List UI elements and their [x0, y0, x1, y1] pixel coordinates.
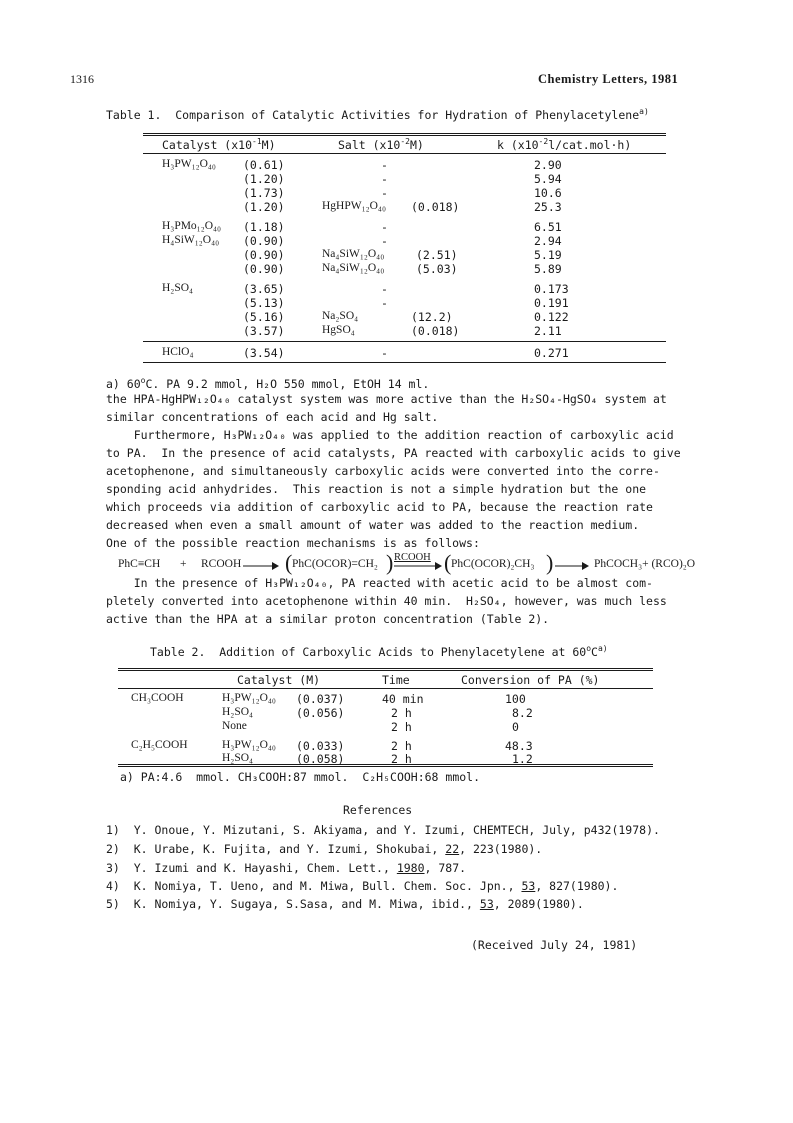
table2-row-time: 2 h	[391, 720, 412, 734]
reference-item: 5) K. Nomiya, Y. Sugaya, S.Sasa, and M. Miwa, ibid., 53, 2089(1980).	[106, 897, 584, 911]
table1-footnote: a) 60$^o$C. PA 9.2 mmol, H₂O 550 mmol, EtOH 14 ml.	[106, 376, 430, 391]
table1-row-conc: (3.65)	[243, 282, 285, 296]
table1-row-salt: HgHPW₁₂O₄₀	[322, 200, 386, 212]
table2-row-acid: CH₃COOH	[131, 692, 184, 704]
table1-row-k: 2.94	[534, 234, 562, 248]
table2-row-catalyst: None	[222, 720, 247, 732]
table1-row-catalyst: H₄SiW₁₂O₄₀	[162, 234, 220, 246]
table2-bottom-rule	[118, 764, 653, 765]
table1-row-salt-conc: (12.2)	[411, 310, 453, 324]
table1-row-conc: (0.90)	[243, 234, 285, 248]
table1-row-salt: -	[381, 282, 388, 296]
table1-row-salt: Na₄SiW₁₂O₄₀	[322, 248, 385, 260]
table2-row-time: 2 h	[391, 752, 412, 766]
table2-row-conc: (0.056)	[296, 706, 345, 720]
intermediate-enol-ester: PhC(OCOR)=CH₂	[292, 558, 378, 570]
table1-row-conc: (0.90)	[243, 248, 285, 262]
table1-row-k: 0.122	[534, 310, 569, 324]
table1-row-k: 2.90	[534, 158, 562, 172]
table1-row-conc: (5.16)	[243, 310, 285, 324]
table2-top-rule	[118, 668, 653, 669]
table1-row-salt: -	[381, 172, 388, 186]
table1-header-rule	[143, 153, 666, 154]
reactant-phenylacetylene: PhC≡CH	[118, 558, 161, 570]
table1-row-salt-conc: (2.51)	[416, 248, 458, 262]
arrow-reagent: RCOOH	[394, 552, 431, 563]
table1-row-conc: (1.20)	[243, 200, 285, 214]
table2-row-time: 2 h	[391, 706, 412, 720]
text-line: pletely converted into acetophenone within 40 min. H₂SO₄, however, was much less	[106, 594, 667, 608]
table2-bottom-rule-double	[118, 766, 653, 767]
table1-header-k: k $(x10^{-2}l/cat.mol\cdot h)$	[497, 137, 632, 152]
left-paren-2: (	[444, 550, 452, 575]
reference-item: 4) K. Nomiya, T. Ueno, and M. Miwa, Bull. Chem. Soc. Jpn., 53, 827(1980).	[106, 879, 619, 893]
table1-row-k: 0.271	[534, 346, 569, 360]
table2-row-time: 2 h	[391, 739, 412, 753]
table1-row-k: 5.94	[534, 172, 562, 186]
table2-header-rule	[118, 688, 653, 689]
table2-row-catalyst: H₂SO₄	[222, 752, 254, 764]
intermediate-acylal: PhC(OCOR)₂CH₃	[451, 558, 535, 570]
text-line: sponding acid anhydrides. This reaction is not a simple hydration but the one	[106, 482, 647, 496]
table2-row-conversion: 1.2	[512, 752, 533, 766]
plus-sign: +	[180, 558, 187, 570]
table1-row-salt: -	[381, 186, 388, 200]
right-paren-2: )	[546, 550, 554, 575]
table2-row-conc: (0.058)	[296, 752, 345, 766]
table1-row-salt: -	[381, 234, 388, 248]
reaction-arrow-2	[393, 560, 443, 572]
text-line: the HPA-HgHPW₁₂O₄₀ catalyst system was more active than the H₂SO₄-HgSO₄ system at	[106, 392, 667, 406]
table1-row-salt: -	[381, 296, 388, 310]
table2-row-conversion: 100	[505, 692, 526, 706]
table2-row-catalyst: H₂SO₄	[222, 706, 254, 718]
reactant-carboxylic-acid: RCOOH	[201, 558, 242, 570]
products: PhCOCH₃+ (RCO)₂O	[594, 558, 696, 570]
table2-row-catalyst: H₃PW₁₂O₄₀	[222, 739, 276, 751]
table2-footnote: a) PA:4.6 mmol. CH₃COOH:87 mmol. C₂H₅COOH:68 mmol.	[120, 770, 481, 784]
table1-row-k: 5.19	[534, 248, 562, 262]
table2-row-time: 40 min	[382, 692, 424, 706]
table1-row-salt-conc: (5.03)	[416, 262, 458, 276]
table1-row-conc: (0.61)	[243, 158, 285, 172]
table1-row-salt: Na₄SiW₁₂O₄₀	[322, 262, 385, 274]
text-line: which proceeds via addition of carboxylic acid to PA, because the reaction rate	[106, 500, 653, 514]
table1-header-salt: Salt $(x10^{-2}M)$	[338, 137, 424, 152]
table2-row-conc: (0.037)	[296, 692, 345, 706]
table1-row-conc: (1.20)	[243, 172, 285, 186]
table1-row-catalyst: H₂SO₄	[162, 282, 194, 294]
table2-header-time: Time	[382, 673, 410, 687]
table1-row-catalyst: H₃PMo₁₂O₄₀	[162, 220, 222, 232]
references-heading: References	[343, 803, 413, 817]
table1-row-conc: (0.90)	[243, 262, 285, 276]
table2-row-conc: (0.033)	[296, 739, 345, 753]
table1-row-conc: (1.18)	[243, 220, 285, 234]
table2-row-acid: C₂H₅COOH	[131, 739, 188, 751]
page-number: 1316	[70, 72, 94, 86]
table1-row-catalyst: HClO₄	[162, 346, 194, 358]
text-line: similar concentrations of each acid and Hg salt.	[106, 410, 439, 424]
table2-header-conversion: Conversion of PA (%)	[461, 673, 600, 687]
table1-row-conc: (5.13)	[243, 296, 285, 310]
table2-top-rule-double	[118, 670, 653, 671]
reaction-arrow-3	[554, 560, 590, 572]
table1-row-k: 10.6	[534, 186, 562, 200]
table1-row-salt-conc: (0.018)	[411, 200, 460, 214]
table1-top-rule-double	[143, 135, 666, 136]
text-line: One of the possible reaction mechanisms is as follows:	[106, 536, 480, 550]
reaction-arrow-1	[242, 560, 280, 572]
table1-row-k: 6.51	[534, 220, 562, 234]
text-line: to PA. In the presence of acid catalysts, PA reacted with carboxylic acids to give	[106, 446, 681, 460]
table2-row-conversion: 8.2	[512, 706, 533, 720]
table1-top-rule	[143, 133, 666, 134]
left-paren-1: (	[285, 550, 293, 575]
table1-row-k: 2.11	[534, 324, 562, 338]
received-date: (Received July 24, 1981)	[471, 938, 638, 952]
table1-row-k: 5.89	[534, 262, 562, 276]
table1-row-conc: (3.54)	[243, 346, 285, 360]
table2-header-catalyst: Catalyst (M)	[237, 673, 321, 687]
table1-row-catalyst: H₃PW₁₂O₄₀	[162, 158, 216, 170]
right-paren-1: )	[386, 550, 394, 575]
table1-row-salt: -	[381, 158, 388, 172]
table1-row-salt: HgSO₄	[322, 324, 355, 336]
table2-row-conversion: 48.3	[505, 739, 533, 753]
reference-item: 3) Y. Izumi and K. Hayashi, Chem. Lett., 1980, 787.	[106, 861, 467, 875]
reference-item: 1) Y. Onoue, Y. Mizutani, S. Akiyama, and Y. Izumi, CHEMTECH, July, p432(1978).	[106, 823, 660, 837]
table1-header-catalyst: Catalyst $(x10^{-1}M)$	[162, 137, 276, 152]
table1-row-conc: (1.73)	[243, 186, 285, 200]
table1-row-salt: -	[381, 220, 388, 234]
table1-end-rule	[143, 362, 666, 363]
table1-caption: Table 1. Comparison of Catalytic Activities for Hydration of Phenylacetylene$^{a)}$	[106, 107, 649, 122]
table1-row-k: 0.191	[534, 296, 569, 310]
journal-title: Chemistry Letters, 1981	[538, 72, 679, 86]
table2-row-catalyst: H₃PW₁₂O₄₀	[222, 692, 276, 704]
text-line: acetophenone, and simultaneously carboxylic acids were converted into the corre-	[106, 464, 660, 478]
text-line: active than the HPA at a similar proton concentration (Table 2).	[106, 612, 550, 626]
reference-item: 2) K. Urabe, K. Fujita, and Y. Izumi, Shokubai, 22, 223(1980).	[106, 842, 543, 856]
text-line: decreased when even a small amount of water was added to the reaction medium.	[106, 518, 640, 532]
table1-row-k: 0.173	[534, 282, 569, 296]
table1-row-salt: -	[381, 346, 388, 360]
text-line: Furthermore, H₃PW₁₂O₄₀ was applied to the addition reaction of carboxylic acid	[106, 428, 674, 442]
table1-row-conc: (3.57)	[243, 324, 285, 338]
table2-row-conversion: 0	[512, 720, 519, 734]
table1-row-k: 25.3	[534, 200, 562, 214]
table1-row-salt-conc: (0.018)	[411, 324, 460, 338]
table1-row-salt: Na₂SO₄	[322, 310, 359, 322]
table2-caption: Table 2. Addition of Carboxylic Acids to Phenylacetylene at $60^oC^{a)}$	[150, 644, 608, 659]
table1-bottom-rule	[143, 341, 666, 342]
text-line: In the presence of H₃PW₁₂O₄₀, PA reacted with acetic acid to be almost com-	[106, 576, 653, 590]
